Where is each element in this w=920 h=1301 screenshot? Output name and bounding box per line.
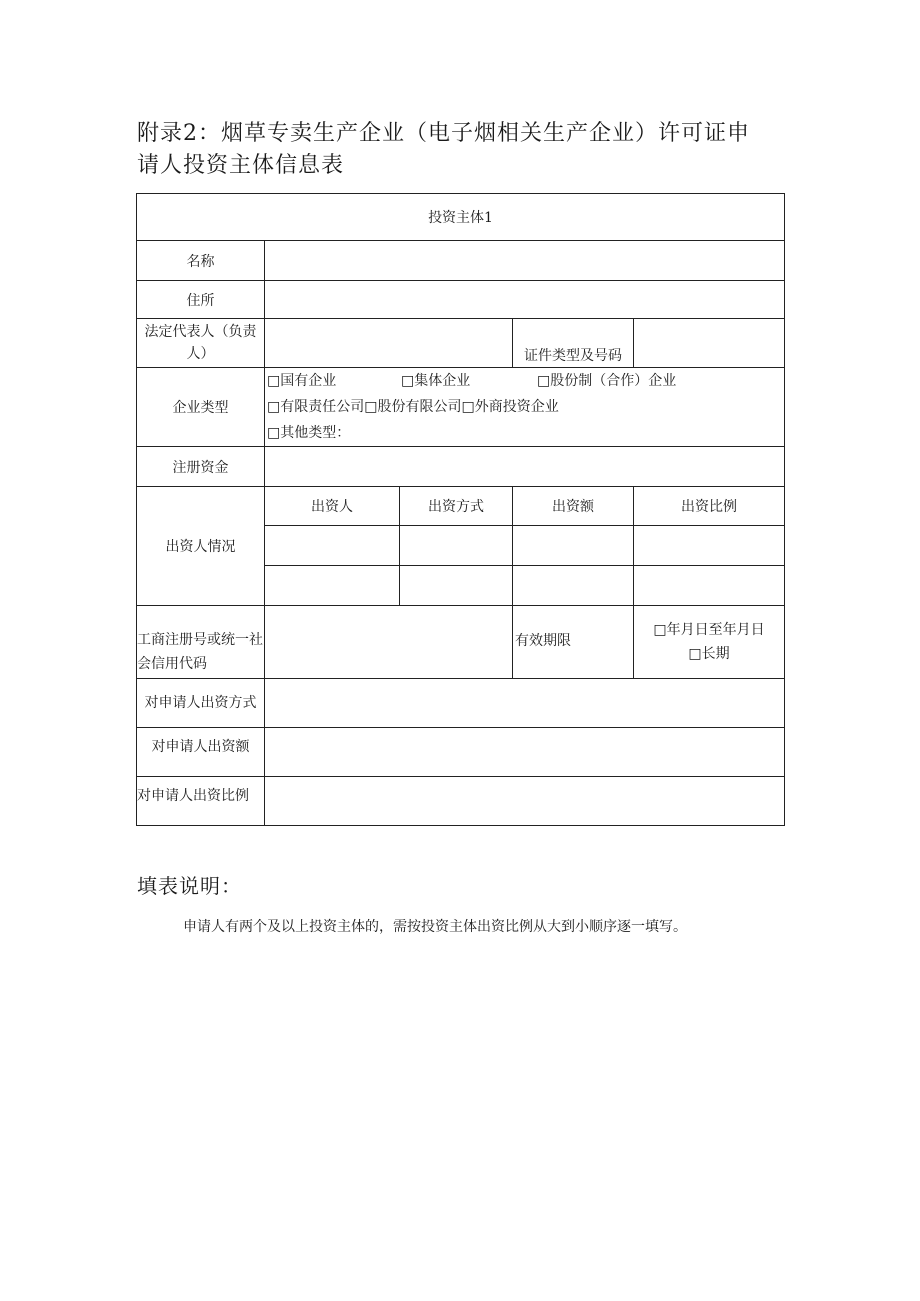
- validity-options: [634, 606, 785, 679]
- id-type-field[interactable]: [634, 319, 785, 368]
- enterprise-type-label: 企业类型: [137, 368, 265, 447]
- option-foreign[interactable]: □外商投资企业: [461, 399, 559, 415]
- investor-cell[interactable]: [513, 566, 634, 606]
- option-llc[interactable]: □有限责任公司: [267, 399, 365, 415]
- option-joint-stock-coop[interactable]: □股份制（合作）企业: [537, 373, 677, 389]
- invest-method-label-text: 对申请人出资方式: [144, 695, 257, 711]
- invest-amount-field[interactable]: [265, 728, 785, 777]
- legal-rep-field[interactable]: [265, 319, 513, 368]
- investor-col-ratio: 出资比例: [634, 487, 785, 526]
- investor-section-label: 出资人情况: [137, 487, 265, 606]
- invest-method-field[interactable]: [265, 679, 785, 728]
- validity-label: 有效期限: [513, 606, 634, 679]
- investor-col-investor: 出资人: [265, 487, 400, 526]
- invest-method-label: [137, 679, 265, 728]
- form-title: [137, 118, 797, 182]
- option-collective[interactable]: □集体企业: [401, 373, 471, 389]
- investor-cell[interactable]: [400, 566, 513, 606]
- invest-ratio-field[interactable]: [265, 777, 785, 826]
- id-type-label: 证件类型及号码: [513, 319, 634, 368]
- investor-cell[interactable]: [513, 526, 634, 566]
- option-state-owned[interactable]: □国有企业: [267, 373, 337, 389]
- validity-option-range[interactable]: □年月日至年月日: [653, 622, 765, 638]
- enterprise-type-line-2: [267, 394, 784, 420]
- form-title-line-1: 附录2：烟草专卖生产企业（电子烟相关生产企业）许可证申: [137, 121, 750, 146]
- investor-header: 投资主体1: [137, 194, 785, 241]
- investor-col-method: 出资方式: [400, 487, 513, 526]
- validity-option-long[interactable]: □长期: [688, 646, 730, 662]
- investor-cell[interactable]: [265, 566, 400, 606]
- name-field[interactable]: [265, 241, 785, 281]
- reg-no-label: 工商注册号或统一社会信用代码: [137, 606, 265, 679]
- investor-cell[interactable]: [400, 526, 513, 566]
- investor-col-amount: 出资额: [513, 487, 634, 526]
- investor-cell[interactable]: [634, 566, 785, 606]
- enterprise-type-options: [265, 368, 785, 447]
- name-label: 名称: [137, 241, 265, 281]
- reg-no-field[interactable]: [265, 606, 513, 679]
- enterprise-type-line-1: [267, 368, 784, 394]
- investor-cell[interactable]: [634, 526, 785, 566]
- form-title-line-2: 请人投资主体信息表: [137, 153, 345, 178]
- option-joint-stock-ltd[interactable]: □股份有限公司: [364, 399, 462, 415]
- enterprise-type-line-3: [267, 420, 784, 446]
- registered-capital-label: 注册资金: [137, 447, 265, 487]
- option-other[interactable]: □其他类型：: [267, 425, 351, 441]
- address-field[interactable]: [265, 281, 785, 319]
- registered-capital-field[interactable]: [265, 447, 785, 487]
- legal-rep-label: 法定代表人（负责人）: [137, 319, 265, 368]
- invest-ratio-label: 对申请人出资比例: [137, 777, 265, 826]
- investor-info-table: [136, 193, 785, 826]
- investor-cell[interactable]: [265, 526, 400, 566]
- notes-text: 申请人有两个及以上投资主体的，需按投资主体出资比例从大到小顺序逐一填写。: [183, 919, 687, 935]
- notes-heading: 填表说明：: [137, 874, 242, 898]
- address-label: 住所: [137, 281, 265, 319]
- invest-amount-label: 对申请人出资额: [137, 728, 265, 777]
